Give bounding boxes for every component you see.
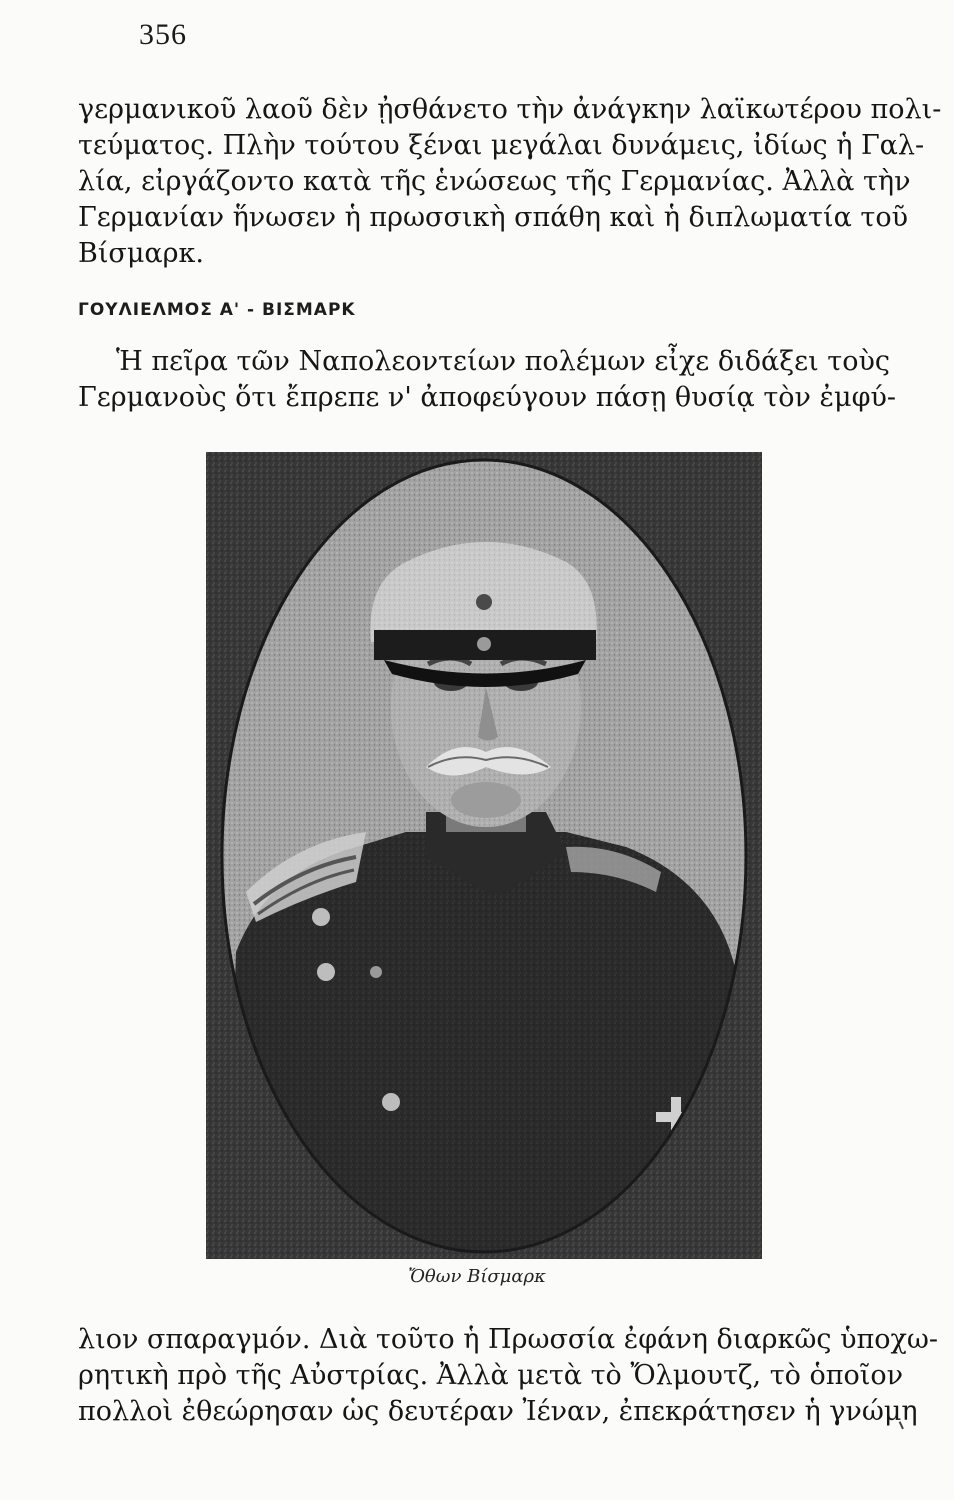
text-line: πολλοὶ ἐθεώρησαν ὡς δευτέραν Ἰέναν, ἐπεκράτησεν ἡ γνώμη [78, 1396, 918, 1427]
text-line: Βίσμαρκ. [78, 238, 204, 269]
page-number: 356 [139, 18, 187, 51]
figure-caption: Ὄθων Βίσμαρκ [408, 1266, 546, 1287]
portrait-engraving [206, 452, 762, 1259]
text-line: Ἡ πεῖρα τῶν Ναπολεοντείων πολέμων εἶχε διδάξει τοὺς [116, 346, 890, 377]
text-line: λία, εἰργάζοντο κατὰ τῆς ἑνώσεως τῆς Γερμανίας. Ἀλλὰ τὴν [78, 166, 911, 197]
paragraph-bottom [78, 1322, 938, 1430]
paragraph-intro [78, 344, 897, 416]
text-line: τεύματος. Πλὴν τούτου ξέναι μεγάλαι δυνάμεις, ἰδίως ἡ Γαλ- [78, 130, 925, 161]
text-line: ρητικὴ πρὸ τῆς Αὐστρίας. Ἀλλὰ μετὰ τὸ Ὄλμουτζ, τὸ ὁποῖον [78, 1360, 903, 1391]
text-line: λιον σπαραγμόν. Διὰ τοῦτο ἡ Πρωσσία ἐφάνη διαρκῶς ὑποχω- [78, 1324, 938, 1355]
paragraph-top [78, 92, 942, 272]
section-heading: ΓΟΥΛΙΕΛΜΟΣ Α' - ΒΙΣΜΑΡΚ [78, 300, 356, 320]
text-line: Γερμανίαν ἥνωσεν ἡ πρωσσικὴ σπάθη καὶ ἡ διπλωματία τοῦ [78, 202, 908, 233]
text-line: Γερμανοὺς ὅτι ἔπρεπε ν' ἀποφεύγουν πάσῃ θυσίᾳ τὸν ἐμφύ- [78, 382, 897, 413]
portrait-image [206, 452, 762, 1259]
text-line: γερμανικοῦ λαοῦ δὲν ᾐσθάνετο τὴν ἀνάγκην λαϊκωτέρου πολι- [78, 94, 942, 125]
